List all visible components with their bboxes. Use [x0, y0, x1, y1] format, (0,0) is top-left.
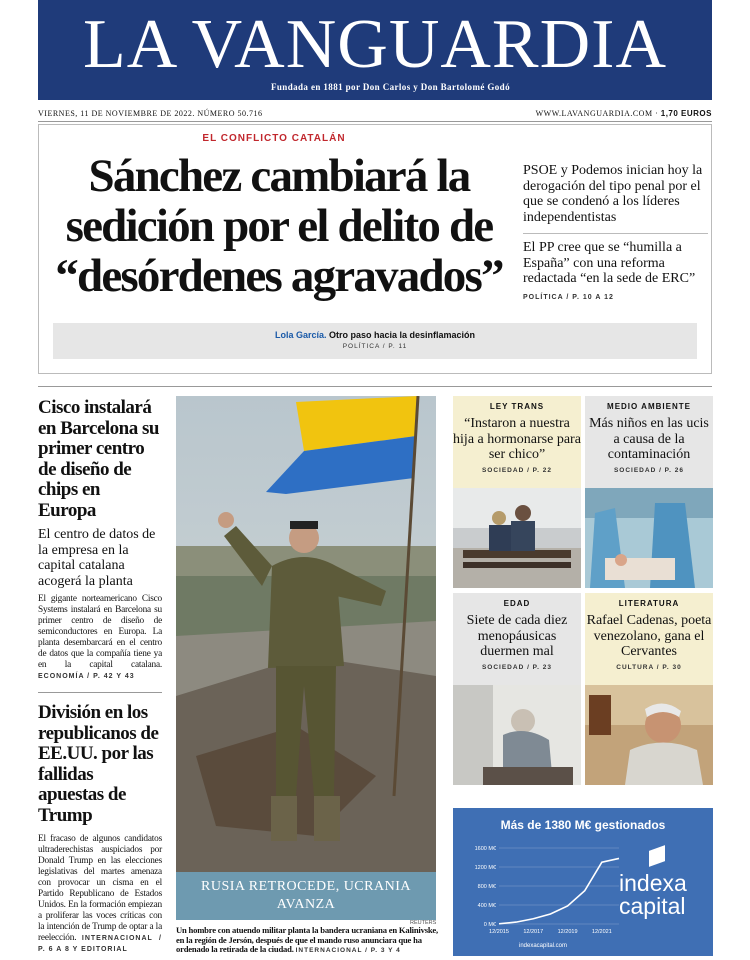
- y-tick-label: 800 M€: [477, 884, 496, 890]
- opinion-author: Lola García.: [274, 330, 327, 340]
- section-ref: SOCIEDAD / P. 22: [481, 466, 553, 474]
- ad-line-chart: [459, 838, 629, 938]
- woman-at-desk-image: [453, 685, 581, 785]
- section-ref: ECONOMÍA / P. 42 Y 43: [38, 673, 135, 680]
- y-tick-label: 0 M€: [483, 922, 496, 928]
- left-column: [38, 398, 162, 955]
- website-price: WWW.LAVANGUARDIA.COM · 1,70 EUROS: [535, 109, 712, 118]
- hospital-icu-image: [585, 488, 713, 588]
- section-ref: SOCIEDAD / P. 26: [613, 466, 685, 474]
- brand-line-1: indexa: [619, 870, 687, 896]
- founded-line: Fundada en 1881 por Don Carlos y Don Bartolomé Godó: [270, 82, 510, 92]
- lead-kicker: EL CONFLICTO CATALÁN: [202, 133, 346, 144]
- tile-edad[interactable]: [453, 593, 581, 790]
- tile-kicker: LITERATURA: [618, 599, 680, 608]
- y-tick-label: 400 M€: [477, 903, 496, 909]
- opinion-title: Otro paso hacia la desinflamación: [329, 330, 476, 340]
- issue-date: VIERNES, 11 DE NOVIEMBRE DE 2022. NÚMERO 50.716: [38, 109, 263, 118]
- tile-kicker: EDAD: [503, 599, 531, 608]
- divider: [38, 386, 712, 387]
- section-ref: INTERNACIONAL / P. 6 A 8 Y EDITORIAL: [38, 935, 162, 953]
- poet-portrait-image: [585, 685, 713, 785]
- ad-url[interactable]: indexacapital.com: [518, 943, 568, 949]
- website-link[interactable]: WWW.LAVANGUARDIA.COM: [535, 109, 653, 118]
- dateline: [38, 108, 712, 122]
- divider: [38, 692, 162, 693]
- brand-line-2: capital: [619, 893, 686, 919]
- section-ref: INTERNACIONAL / P. 3 Y 4: [295, 947, 401, 954]
- masthead: [38, 0, 712, 100]
- photo-caption: RUSIA RETROCEDE, UCRANIA AVANZA: [176, 872, 436, 920]
- footnote-text: Un hombre con atuendo militar planta la bandera ucraniana en Kalinivske, en la región de Jersón, después de que el mando ruso anunciara que ha ordenado la retirada de la ciudad.: [176, 925, 438, 954]
- soldier-with-flag-image: [176, 396, 436, 918]
- divider: [523, 233, 708, 234]
- opinion-box[interactable]: [53, 323, 697, 359]
- tile-kicker: LEY TRANS: [489, 402, 545, 411]
- tile-kicker: MEDIO AMBIENTE: [607, 402, 691, 411]
- ad-brand: [619, 872, 687, 918]
- x-tick-label: 12/2019: [557, 929, 578, 935]
- tile-ley-trans[interactable]: [453, 396, 581, 593]
- y-tick-label: 1200 M€: [474, 865, 496, 871]
- story-headline[interactable]: Cisco instalará en Barcelona su primer centro de diseño de chips en Europa: [38, 397, 159, 521]
- ad-title: Más de 1380 M€ gestionados: [500, 818, 666, 832]
- lead-story[interactable]: [38, 124, 712, 374]
- section-ref: CULTURA / P. 30: [616, 663, 682, 671]
- section-ref: POLÍTICA / P. 10 A 12: [523, 293, 614, 301]
- story-body: [38, 834, 162, 955]
- newspaper-logo: LA VANGUARDIA: [82, 6, 668, 83]
- story-text: El fracaso de algunos candidatos ultraderechistas auspiciados por Donald Trump en las elecciones legislativas del martes amenaza con provocar un cisma en el Partido Republicano de Estados Unidos. En la formación empiezan a proliferar las voces críticas con la intención de Trump de optar a la reelección.: [38, 834, 162, 943]
- x-tick-label: 12/2021: [591, 929, 612, 935]
- tile-headline: “Instaron a nuestra hija a hormonarse para ser chico”: [453, 416, 581, 462]
- story-deck: El centro de datos de la empresa en la capital catalana acogerá la planta: [38, 527, 156, 589]
- photo-credit: REUTERS: [410, 920, 437, 926]
- lead-side-text-1: PSOE y Podemos inician hoy la derogación del tipo penal por el que se condenó a los líderes independentistas: [523, 163, 703, 225]
- series-line: [499, 858, 619, 923]
- story-body: [38, 594, 162, 682]
- indexa-ad[interactable]: [453, 808, 713, 956]
- tile-headline: Más niños en las ucis a causa de la contaminación: [589, 416, 709, 462]
- x-tick-label: 12/2015: [489, 929, 509, 935]
- tile-headline: Siete de cada diez menopáusicas duermen mal: [466, 613, 568, 659]
- story-text: El gigante norteamericano Cisco Systems instalará en Barcelona su primer centro de diseño de semiconductores en Europa. La planta desembarcará en el centro de datos que la compañía tiene ya en la capital catalana.: [38, 594, 162, 670]
- tile-headline: Rafael Cadenas, poeta venezolano, gana el Cervantes: [586, 613, 712, 659]
- couple-on-bench-image: [453, 488, 581, 588]
- divider: [38, 121, 712, 122]
- lead-headline[interactable]: Sánchez cambiará la sedición por el delito de “desórdenes agravados”: [55, 150, 503, 302]
- lead-side-text-2: El PP cree que se “humilla a España” con una reforma redactada “en la sede de ERC”: [523, 240, 696, 286]
- section-ref: POLÍTICA / P. 11: [342, 343, 408, 350]
- section-ref: SOCIEDAD / P. 23: [481, 663, 553, 671]
- x-tick-label: 12/2017: [523, 929, 544, 935]
- photo-footnote: [176, 926, 438, 956]
- tile-medio-ambiente[interactable]: [585, 396, 713, 593]
- main-photo[interactable]: [176, 396, 436, 918]
- story-headline[interactable]: División en los republicanos de EE.UU. por las fallidas apuestas de Trump: [38, 702, 159, 826]
- lead-sidebar: [523, 163, 708, 305]
- indexa-logo-icon: [649, 845, 665, 867]
- y-tick-label: 1600 M€: [474, 846, 496, 852]
- tile-literatura[interactable]: [585, 593, 713, 790]
- price: 1,70 EUROS: [660, 109, 712, 118]
